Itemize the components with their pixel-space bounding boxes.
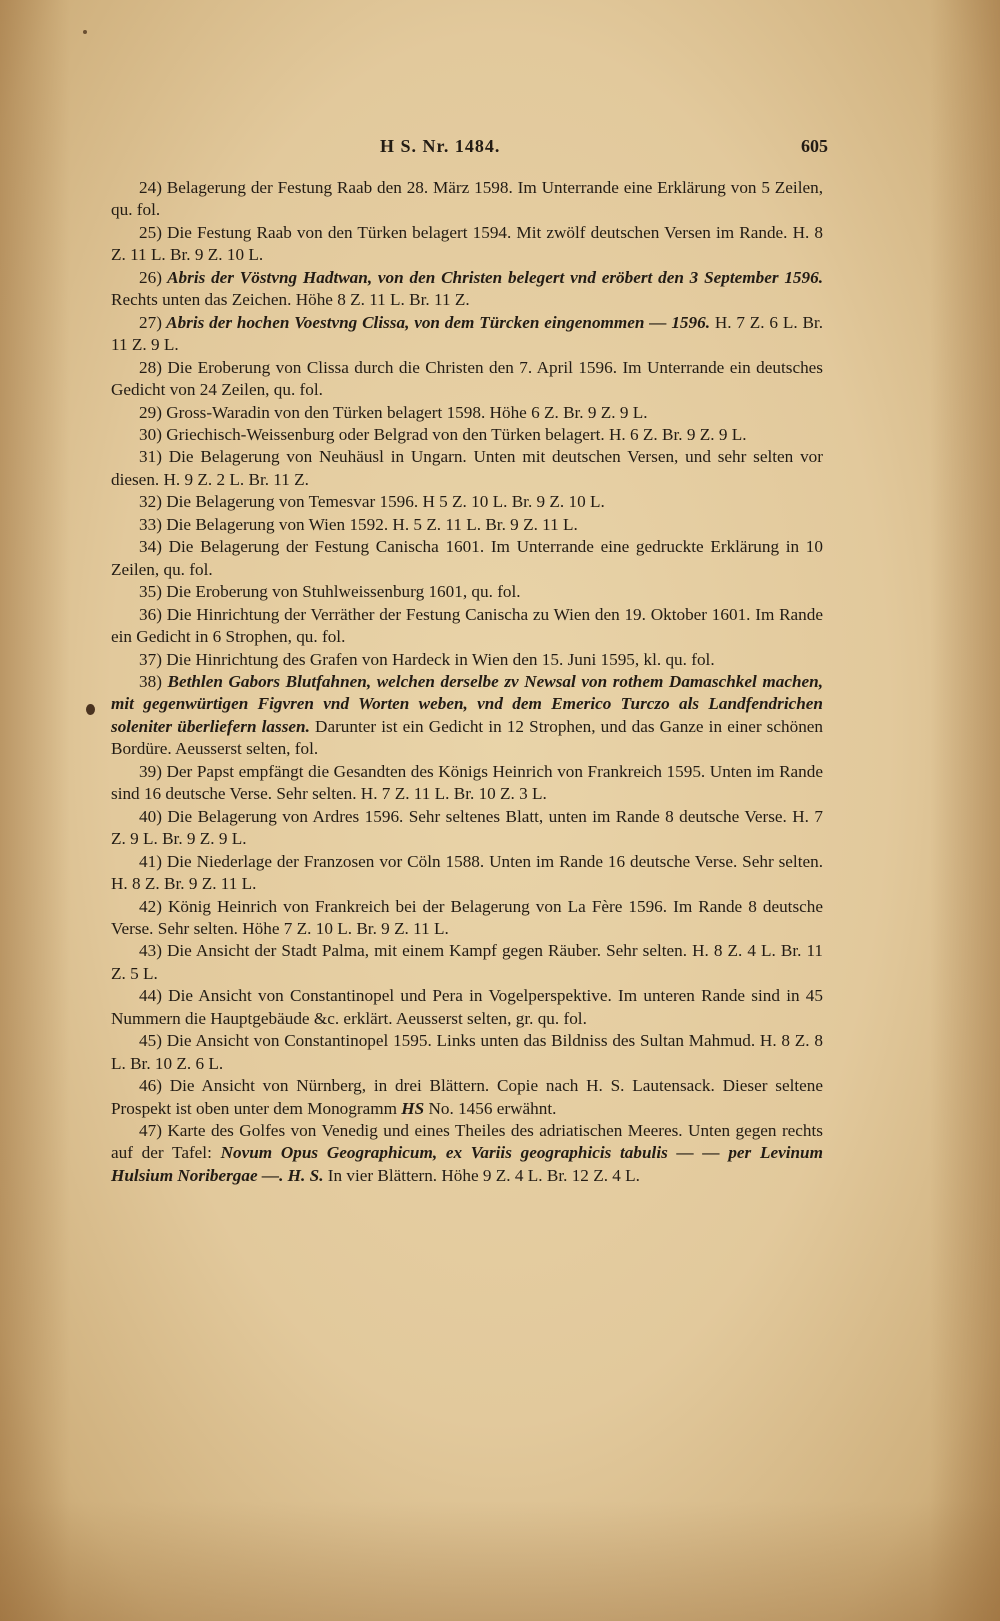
entry-number: 26) [139,267,162,287]
entry-title-italic: Novum Opus Geographicum, ex Variis geographicis tabulis — — per Levinum Hulsium Noribergae —. H. S. [111,1143,823,1185]
entry-text: Darunter ist ein Gedicht in 12 Strophen, und das Ganze in einer schönen Bordüre. Aeusserst selten, fol. [111,716,824,759]
entry-number: 45) [139,1031,162,1051]
entry-number: 39) [139,761,162,781]
entry-number: 30) [139,424,162,444]
entry-number: 24) [139,178,162,197]
entry-text: Die Hinrichtung des Grafen von Hardeck in Wien den 15. Juni 1595, kl. qu. fol. [161,649,715,669]
catalog-entry [111,581,823,603]
entry-number: 33) [139,514,162,534]
catalog-entry [111,402,823,424]
catalog-entry [111,985,823,1030]
catalog-entry [111,1075,823,1120]
entry-number: 25) [139,222,162,242]
entry-number: 31) [139,447,162,467]
entry-number: 44) [139,986,162,1006]
catalog-entry [111,222,823,267]
entry-text: Die Belagerung von Wien 1592. H. 5 Z. 11 L. Br. 9 Z. 11 L. [161,514,578,534]
entry-text: Die Ansicht von Constantinopel 1595. Links unten das Bildniss des Sultan Mahmud. H. 8 Z. 8 L. Br. 10 Z. 6 L. [111,1031,823,1073]
page-number: 605 [801,136,828,156]
entry-number: 46) [139,1076,162,1096]
catalog-entry [111,424,823,446]
entry-title-italic: Bethlen Gabors Blutfahnen, welchen derselbe zv Newsal von rothem Damaschkel machen, mit gegenwürtigen Figvren vnd Worten weben, vnd dem Emerico Turczo als Landfendrichen soleniter überliefern lassen. [111,671,823,736]
entry-text: Die Ansicht von Nürnberg, in drei Blättern. Copie nach H. S. Lautensack. Dieser seltene Prospekt ist oben unter dem Monogramm [111,1076,823,1118]
entry-number: 28) [139,357,162,377]
entry-title-italic: Abris der Vöstvng Hadtwan, von den Christen belegert vnd eröbert den 3 September 1596. [161,267,823,287]
catalog-entry [111,649,823,671]
entry-text: Belagerung der Festung Raab den 28. März 1598. Im Unterrande eine Erklärung von 5 Zeilen, qu. fol. [111,178,823,220]
catalog-entry [111,896,823,941]
entry-text: Die Ansicht der Stadt Palma, mit einem Kampf gegen Räuber. Sehr selten. H. 8 Z. 4 L. Br. 11 Z. 5 L. [111,941,823,983]
catalog-entry [111,312,823,357]
entry-text: Die Belagerung von Neuhäusl in Ungarn. Unten mit deutschen Versen, und sehr selten vor diesen. H. 9 Z. 2 L. Br. 11 Z. [111,447,823,489]
entry-text: In vier Blättern. Höhe 9 Z. 4 L. Br. 12 Z. 4 L. [323,1165,640,1185]
catalog-entries [111,177,823,1187]
catalog-entry [111,357,823,402]
catalog-entry [111,177,823,222]
catalog-entry [111,267,823,312]
catalog-entry [111,536,823,581]
page-edge-shadow-right [930,0,1000,1621]
entry-number: 27) [139,312,162,332]
catalog-entry [111,671,823,761]
catalog-entry [111,806,823,851]
entry-number: 34) [139,537,162,557]
entry-title-italic: Abris der hochen Voestvng Clissa, von dem Türcken eingenommen — 1596. [161,312,710,332]
catalog-entry [111,446,823,491]
entry-text: Die Belagerung der Festung Canischa 1601. Im Unterrande eine gedruckte Erklärung in 10 Zeilen, qu. fol. [111,537,823,579]
entry-number: 38) [139,671,162,691]
entry-text: Die Eroberung von Stuhlweissenburg 1601, qu. fol. [161,582,521,602]
entry-text: Der Papst empfängt die Gesandten des Königs Heinrich von Frankreich 1595. Unten im Rande sind 16 deutsche Verse. Sehr selten. H. 7 Z. 11 L. Br. 10 Z. 3 L. [111,761,823,804]
entry-number: 40) [139,806,162,826]
entry-number: 42) [139,896,162,916]
entry-text: Die Belagerung von Ardres 1596. Sehr seltenes Blatt, unten im Rande 8 deutsche Verse. H. 7 Z. 9 L. Br. 9 Z. 9 L. [111,806,823,849]
entry-text: Die Festung Raab von den Türken belagert 1594. Mit zwölf deutschen Versen im Rande. H. 8 Z. 11 L. Br. 9 Z. 10 L. [111,222,823,265]
entry-title-italic: HS [401,1098,425,1118]
entry-number: 47) [139,1121,162,1141]
catalog-entry [111,514,823,536]
entry-text: Gross-Waradin von den Türken belagert 1598. Höhe 6 Z. Br. 9 Z. 9 L. [161,402,648,422]
entry-number: 43) [139,941,162,961]
entry-number: 32) [139,492,162,512]
entry-text: Rechts unten das Zeichen. Höhe 8 Z. 11 L. Br. 11 Z. [111,290,470,310]
entry-number: 41) [139,851,162,871]
entry-number: 29) [139,402,162,422]
page-edge-shadow-bottom [0,1501,1000,1621]
entry-text: H. 7 Z. 6 L. Br. 11 Z. 9 L. [111,312,823,355]
catalog-entry [111,761,823,806]
catalog-entry [111,491,823,513]
catalog-entry [111,604,823,649]
page-edge-shadow-left [0,0,70,1621]
entry-text: Die Hinrichtung der Verräther der Festung Canischa zu Wien den 19. Oktober 1601. Im Rande ein Gedicht in 6 Strophen, qu. fol. [111,604,823,647]
running-header [110,136,828,162]
entry-text: Die Eroberung von Clissa durch die Christen den 7. April 1596. Im Unterrande ein deutsches Gedicht von 24 Zeilen, qu. fol. [111,357,823,400]
header-title: H S. Nr. 1484. [380,136,501,156]
catalog-entry [111,1120,823,1187]
catalog-entry [111,851,823,896]
ink-blot [86,704,95,715]
catalog-entry [111,1030,823,1075]
entry-text: Die Ansicht von Constantinopel und Pera in Vogelperspektive. Im unteren Rande sind in 45 Nummern die Hauptgebäude &c. erklärt. Aeusserst selten, gr. qu. fol. [111,986,823,1028]
entry-number: 35) [139,582,162,602]
entry-text: Karte des Golfes von Venedig und eines Theiles des adriatischen Meeres. Unten gegen rechts auf der Tafel: [111,1121,823,1163]
entry-text: Die Belagerung von Temesvar 1596. H 5 Z. 10 L. Br. 9 Z. 10 L. [161,492,605,512]
entry-text: Die Niederlage der Franzosen vor Cöln 1588. Unten im Rande 16 deutsche Verse. Sehr selten. H. 8 Z. Br. 9 Z. 11 L. [111,851,823,894]
entry-number: 36) [139,604,162,624]
entry-number: 37) [139,649,162,669]
entry-text: Griechisch-Weissenburg oder Belgrad von den Türken belagert. H. 6 Z. Br. 9 Z. 9 L. [161,424,747,444]
catalog-entry [111,940,823,985]
entry-text: No. 1456 erwähnt. [424,1098,557,1118]
entry-text: König Heinrich von Frankreich bei der Belagerung von La Fère 1596. Im Rande 8 deutsche Verse. Sehr selten. Höhe 7 Z. 10 L. Br. 9 Z. 11 L. [111,896,823,938]
speck-mark [83,30,87,34]
